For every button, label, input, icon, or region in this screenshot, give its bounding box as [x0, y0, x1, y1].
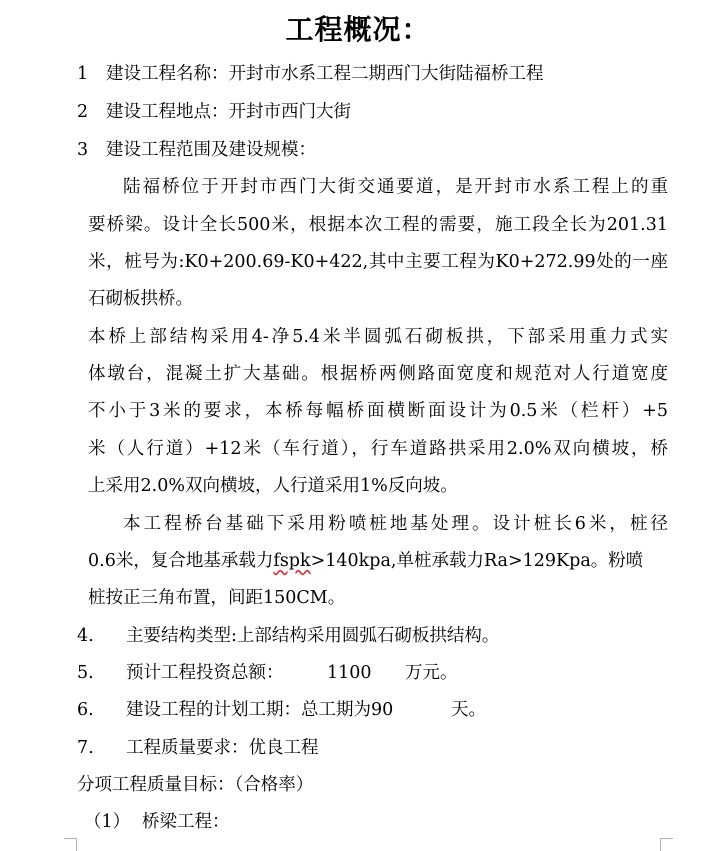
- item-project-name: 建设工程名称：开封市水系工程二期西门大街陆福桥工程: [106, 64, 544, 84]
- sub-item-number: （1）: [84, 812, 131, 832]
- crop-mark-right: [660, 838, 673, 851]
- item-number: 2: [77, 102, 89, 122]
- item-schedule-unit: 天。: [451, 700, 486, 720]
- paragraph-line: 米，桩号为:K0+200.69-K0+422,其中主要工程为K0+272.99处的一座: [88, 252, 668, 272]
- item-number: 6.: [77, 700, 94, 720]
- crop-mark-left: [64, 838, 77, 851]
- paragraph-line: 石砌板拱桥。: [88, 289, 193, 309]
- paragraph-line: 陆福桥位于开封市西门大街交通要道，是开封市水系工程上的重: [123, 177, 668, 197]
- item-number: 4.: [77, 626, 94, 646]
- page-title: 工程概况：: [285, 13, 431, 46]
- text-segment: >140kpa,单桩承载力Ra>129Kpa。粉喷: [310, 551, 644, 571]
- spellcheck-underlined-word: fspk: [273, 551, 311, 571]
- item-schedule: 建设工程的计划工期：总工期为90: [126, 700, 394, 720]
- item-investment-label: 预计工程投资总额：: [126, 663, 284, 683]
- paragraph-line: 要桥梁。设计全长500米，根据本次工程的需要，施工段全长为201.31: [88, 215, 668, 235]
- item-number: 7.: [77, 738, 94, 758]
- paragraph-line: 体墩台，混凝土扩大基础。根据桥两侧路面宽度和规范对人行道宽度: [88, 364, 668, 384]
- item-investment-value: 1100: [327, 663, 372, 683]
- item-project-scope: 建设工程范围及建设规模：: [106, 140, 316, 160]
- paragraph-line: 本工程桥台基础下采用粉喷桩地基处理。设计桩长6米，桩径: [123, 514, 668, 534]
- paragraph-line: 米（人行道）+12米（车行道），行车道路拱采用2.0%双向横坡，桥: [88, 439, 668, 459]
- paragraph-line: 桩按正三角布置，间距150CM。: [88, 588, 346, 608]
- sub-heading: 分项工程质量目标：（合格率）: [77, 775, 314, 795]
- text-segment: 0.6米，复合地基承载力: [88, 551, 274, 571]
- item-investment-unit: 万元。: [405, 663, 458, 683]
- item-number: 1: [77, 64, 89, 84]
- paragraph-line: [88, 551, 668, 571]
- paragraph-line: 本桥上部结构采用4-净5.4米半圆弧石砌板拱，下部采用重力式实: [88, 327, 668, 347]
- paragraph-line: 不小于3米的要求，本桥每幅桥面横断面设计为0.5米（栏杆）+5: [88, 401, 668, 421]
- item-quality-requirement: 工程质量要求：优良工程: [126, 738, 319, 758]
- item-number: 5.: [77, 663, 94, 683]
- item-structure-type: 主要结构类型:上部结构采用圆弧石砌板拱结构。: [126, 626, 500, 646]
- item-number: 3: [77, 140, 89, 160]
- sub-item-bridge: 桥梁工程：: [142, 812, 230, 832]
- paragraph-line: 上采用2.0%双向横坡，人行道采用1%反向坡。: [88, 476, 458, 496]
- item-project-location: 建设工程地点：开封市西门大街: [106, 102, 351, 122]
